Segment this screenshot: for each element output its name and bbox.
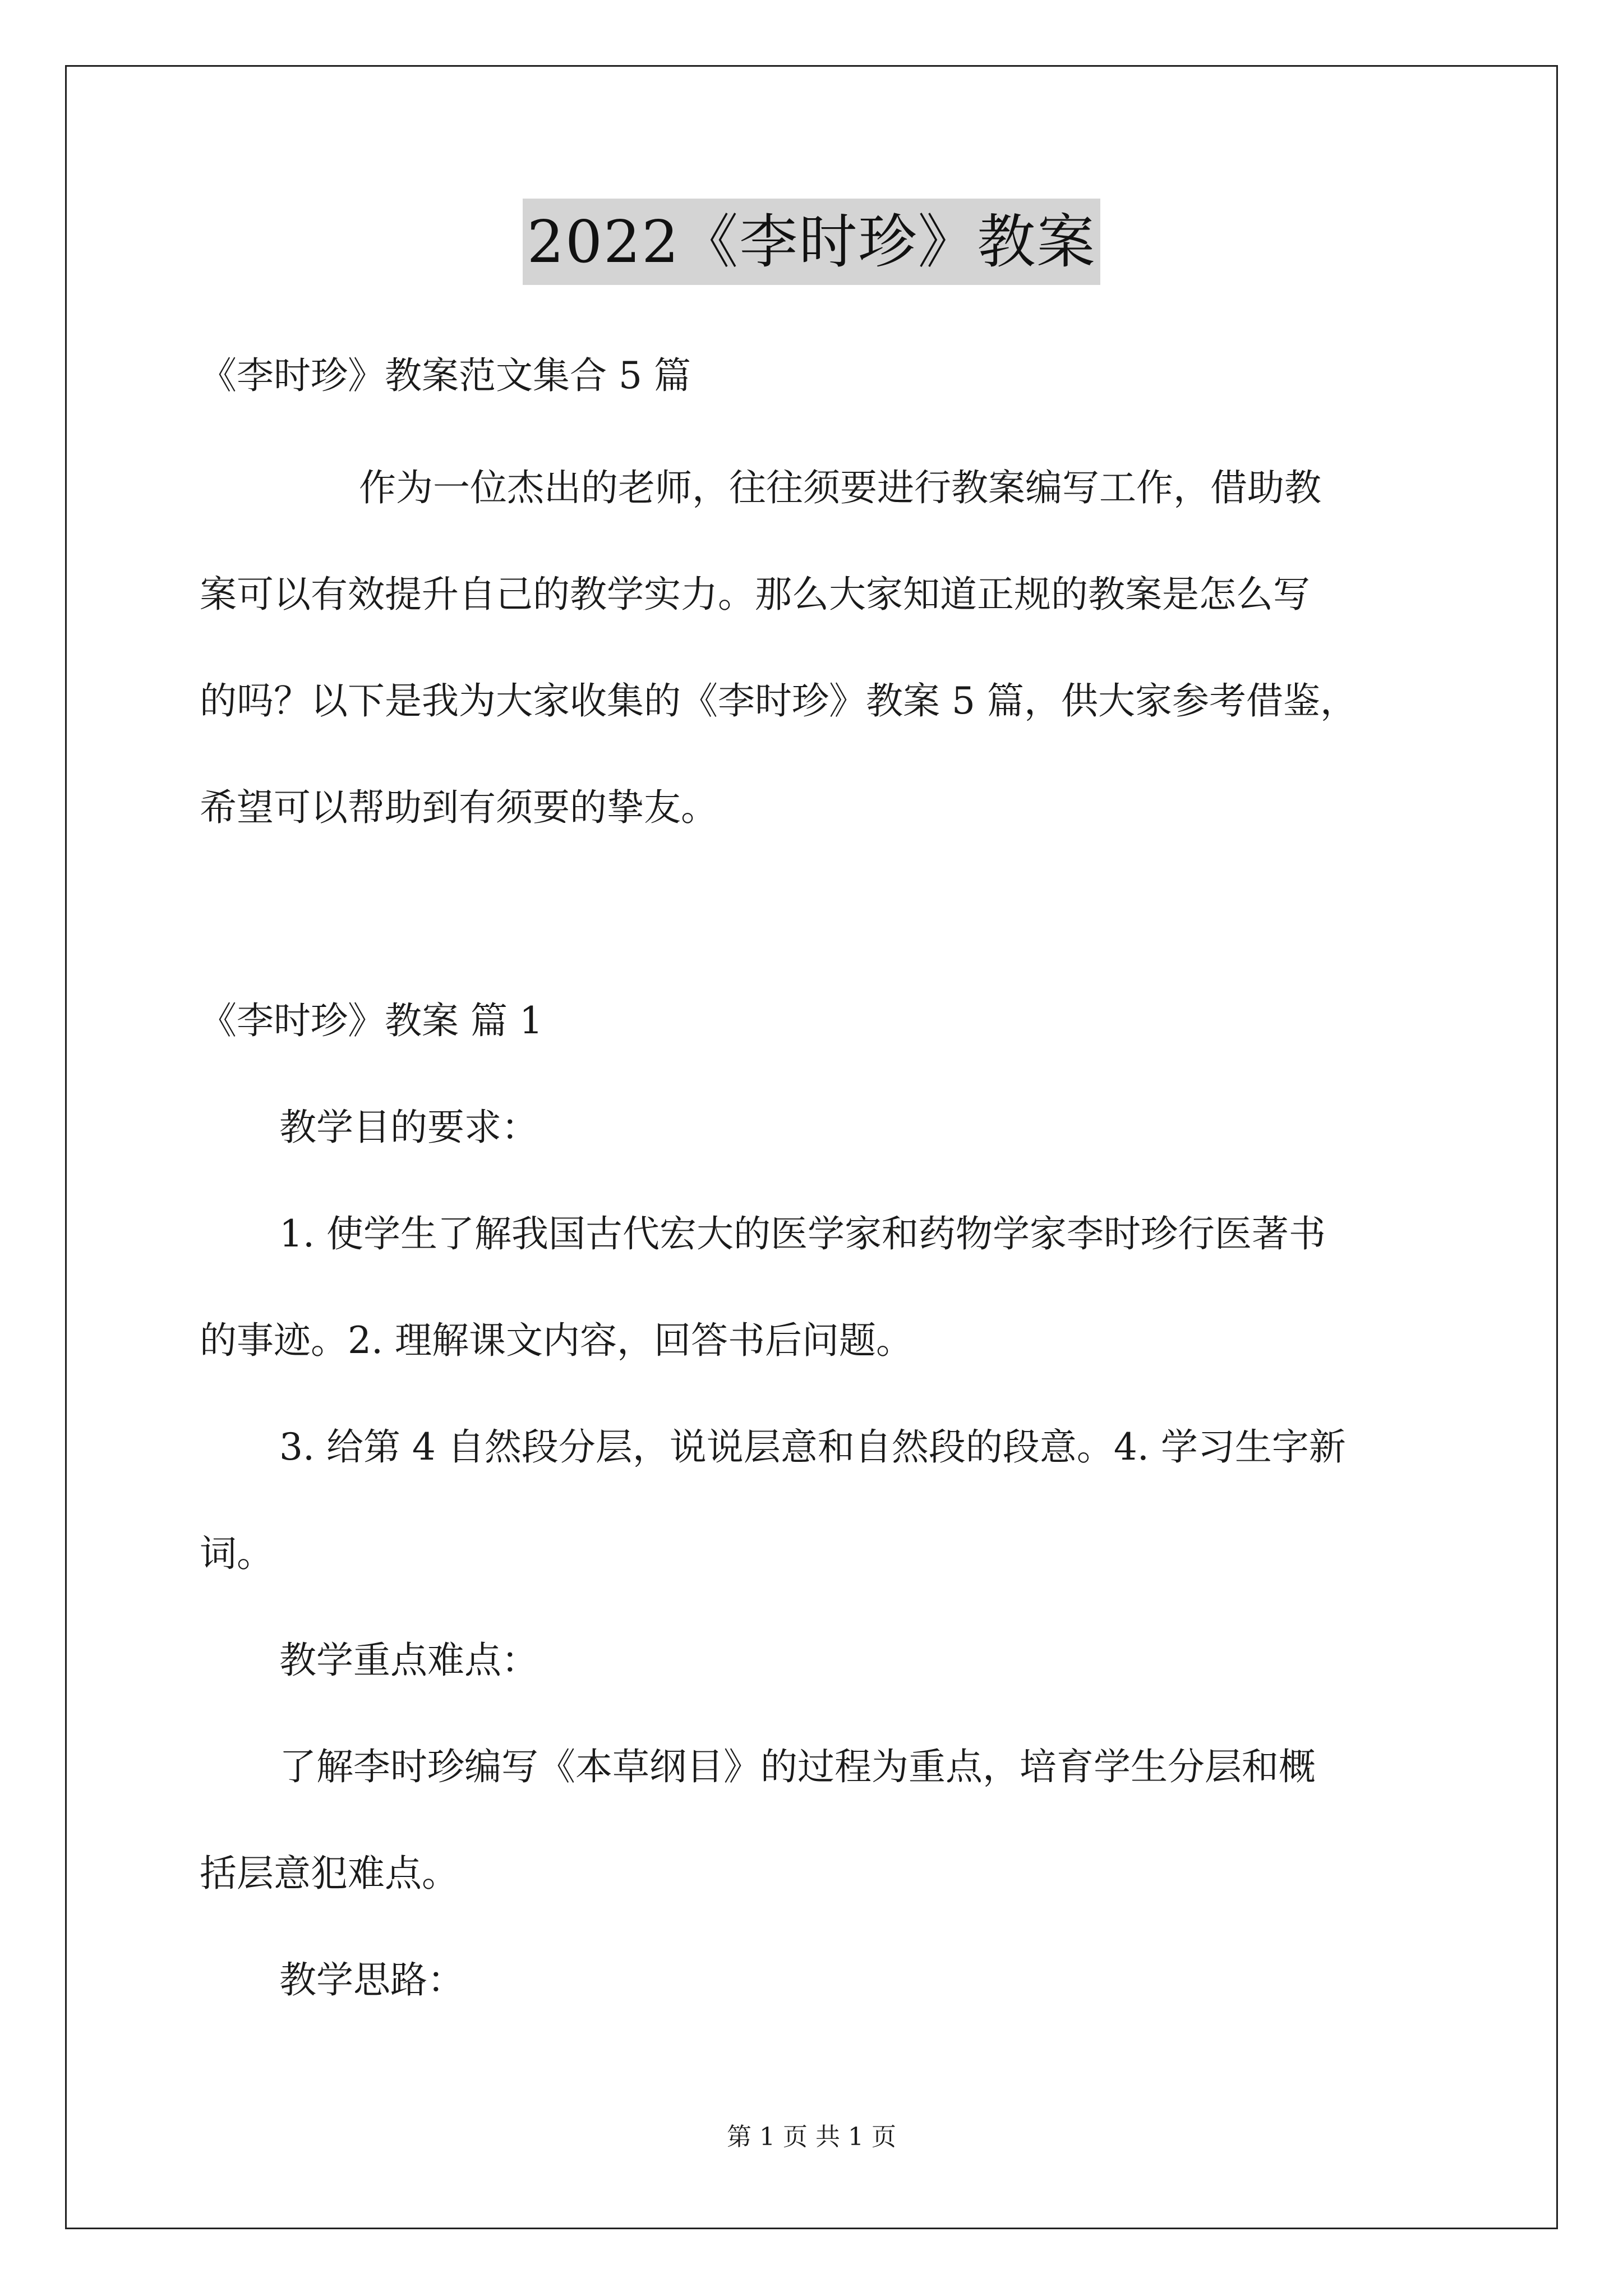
- goals-p2-line-1: 3. 给第 4 自然段分层，说说层意和自然段的段意。4. 学习生字新: [279, 1425, 1346, 1469]
- intro-line-3: 的吗？以下是我为大家收集的《李时珍》教案 5 篇，供大家参考借鉴，: [200, 679, 1357, 723]
- intro-line-2: 案可以有效提升自己的教学实力。那么大家知道正规的教案是怎么写: [200, 573, 1310, 616]
- goals-heading: 教学目的要求：: [279, 1106, 538, 1149]
- goals-p2-line-2: 词。: [200, 1532, 274, 1575]
- key-heading: 教学重点难点：: [279, 1639, 538, 1682]
- key-line-1: 了解李时珍编写《本草纲目》的过程为重点，培育学生分层和概: [279, 1745, 1316, 1788]
- approach-heading: 教学思路：: [279, 1958, 464, 2001]
- title-container: [0, 199, 1623, 285]
- subtitle: 《李时珍》教案范文集合 5 篇: [200, 354, 691, 397]
- goals-p1-line-2: 的事迹。2. 理解课文内容，回答书后问题。: [200, 1319, 913, 1362]
- page-footer: 第 1 页 共 1 页: [727, 2123, 896, 2151]
- document-title: 2022《李时珍》教案: [523, 199, 1101, 285]
- intro-line-1: 作为一位杰出的老师，往往须要进行教案编写工作，借助教: [359, 466, 1321, 509]
- key-line-2: 括层意犯难点。: [200, 1852, 459, 1895]
- section-heading: 《李时珍》教案 篇 1: [200, 999, 543, 1042]
- goals-p1-line-1: 1. 使学生了解我国古代宏大的医学家和药物学家李时珍行医著书: [279, 1212, 1326, 1255]
- intro-line-4: 希望可以帮助到有须要的挚友。: [200, 786, 718, 829]
